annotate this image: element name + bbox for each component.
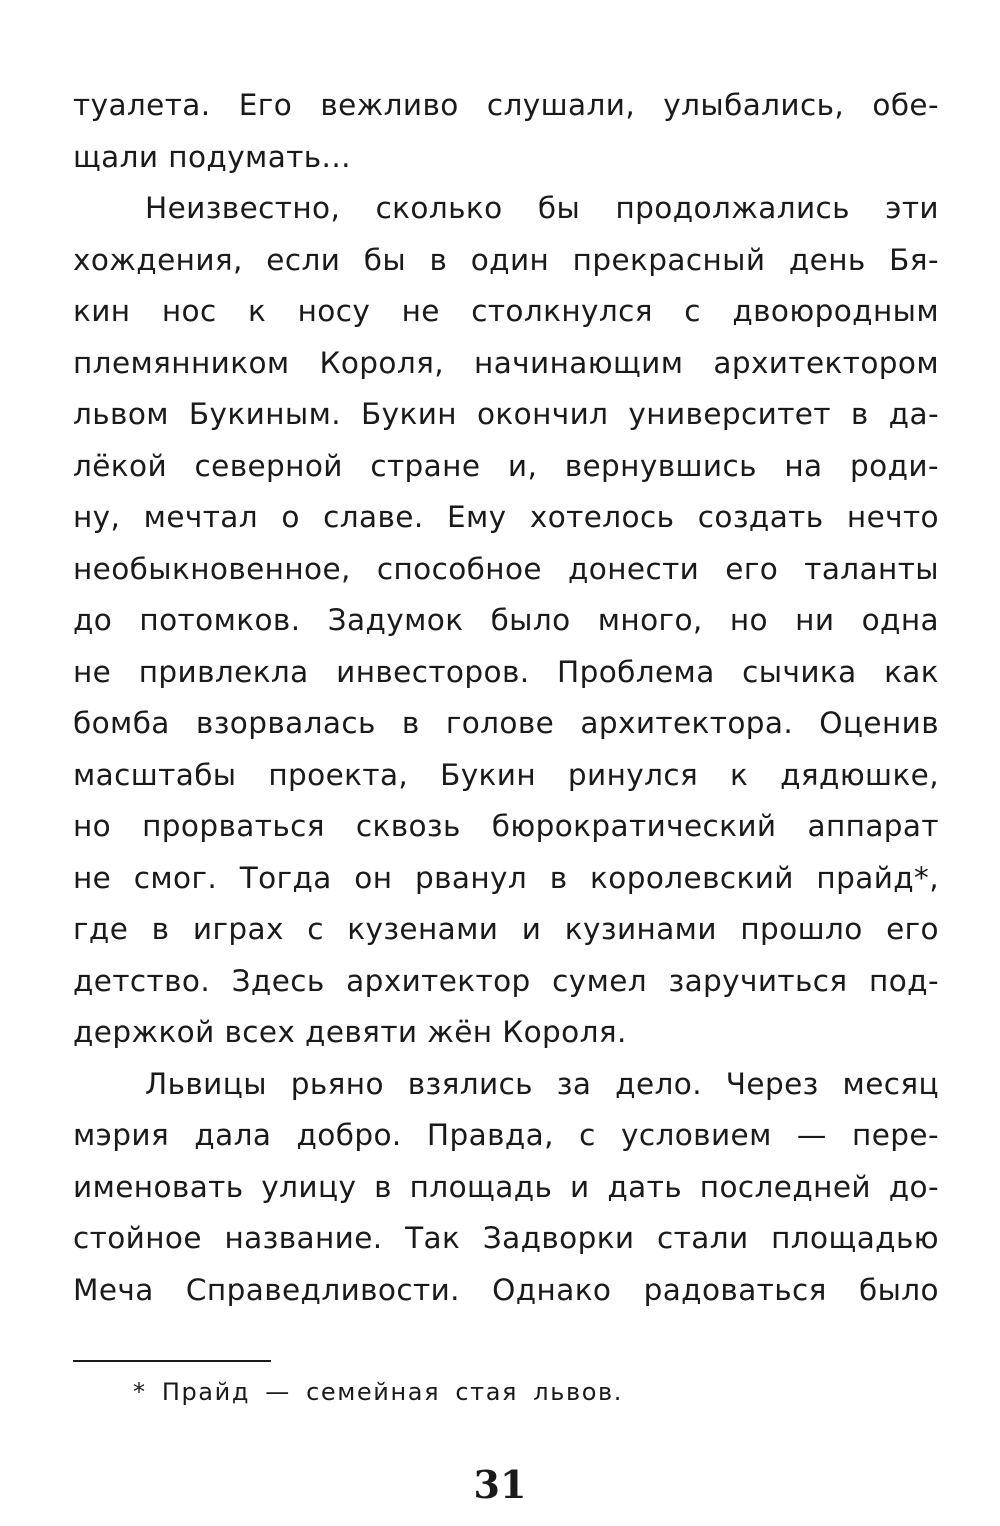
text-line: но прорваться сквозь бюрократический аппарат <box>73 809 939 843</box>
text-line: не смог. Тогда он рванул в королевский прайд*, <box>73 860 939 895</box>
footnote-divider <box>73 1360 271 1362</box>
footnote: * Прайд — семейная стая львов. <box>133 1378 623 1406</box>
text-line: племянником Короля, начинающим архитектором <box>73 345 939 380</box>
text-line: Меча Справедливости. Однако радоваться было <box>73 1272 939 1307</box>
text-line: масштабы проекта, Букин ринулся к дядюшке, <box>73 757 939 792</box>
text-line: стойное название. Так Задворки стали площадью <box>73 1221 939 1255</box>
text-line: хождения, если бы в один прекрасный день Бя- <box>73 242 939 277</box>
text-line: кин нос к носу не столкнулся с двоюродным <box>73 294 939 328</box>
text-line: где в играх с кузенами и кузинами прошло его <box>73 912 939 946</box>
text-line: ну, мечтал о славе. Ему хотелось создать нечто <box>73 500 939 534</box>
page-number: 31 <box>473 1462 527 1507</box>
text-line: Львицы рьяно взялись за дело. Через месяц <box>145 1066 939 1101</box>
body-text <box>73 80 939 1316</box>
text-line: лёкой северной стране и, вернувшись на роди- <box>73 448 939 483</box>
text-line: именовать улицу в площадь и дать последней до- <box>73 1169 939 1204</box>
text-line: Неизвестно, сколько бы продолжались эти <box>145 191 939 225</box>
text-line: львом Букиным. Букин окончил университет в да- <box>73 397 939 431</box>
text-line: бомба взорвалась в голове архитектора. Оценив <box>73 706 939 740</box>
text-line: детство. Здесь архитектор сумел заручиться под- <box>73 963 939 998</box>
text-line: щали подумать... <box>73 139 351 174</box>
text-line: мэрия дала добро. Правда, с условием — пере- <box>73 1118 939 1152</box>
text-line: до потомков. Задумок было много, но ни одна <box>73 603 939 637</box>
text-line: туалета. Его вежливо слушали, улыбались, обе- <box>73 88 939 122</box>
text-line: необыкновенное, способное донести его таланты <box>73 551 939 586</box>
text-line: держкой всех девяти жён Короля. <box>73 1015 627 1049</box>
text-line: не привлекла инвесторов. Проблема сычика как <box>73 654 939 689</box>
